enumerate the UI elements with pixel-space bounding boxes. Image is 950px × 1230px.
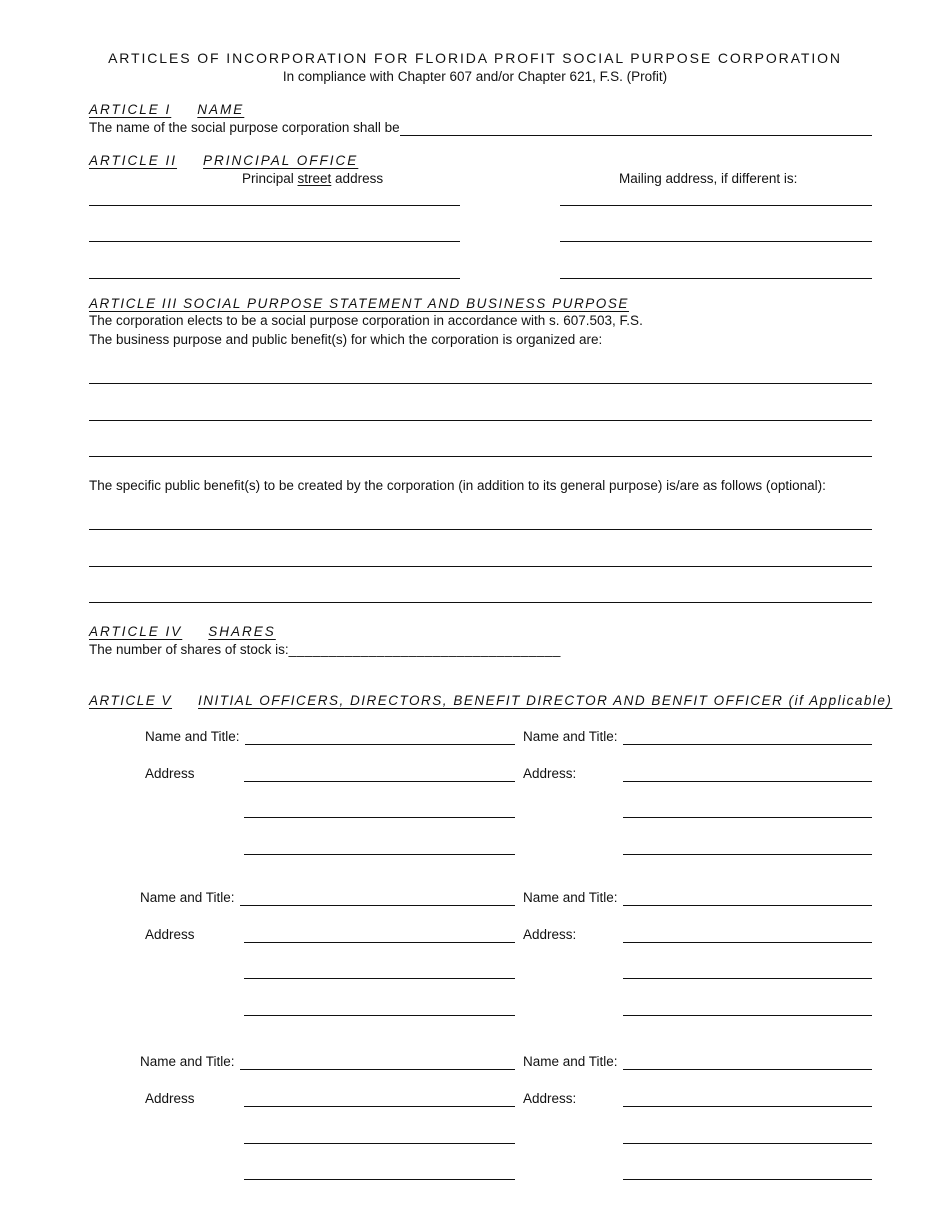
article-2-number: ARTICLE II [89, 153, 178, 168]
document-subtitle: In compliance with Chapter 607 and/or Chapter 621, F.S. (Profit) [282, 69, 668, 84]
article-4-title: SHARES [208, 624, 276, 639]
officer-1-address-line-3[interactable] [244, 854, 515, 855]
officer-3-address-line-2[interactable] [244, 978, 515, 979]
shares-label: The number of shares of stock is:__________________________________ [89, 642, 561, 657]
officer-5-address-label: Address [145, 1091, 195, 1106]
business-purpose-line-3[interactable] [89, 456, 872, 457]
corporation-name-field[interactable] [400, 135, 872, 136]
specific-benefit-line-1[interactable] [89, 529, 872, 530]
officer-5-address-line-2[interactable] [244, 1143, 515, 1144]
officer-6-name-field[interactable] [623, 1069, 872, 1070]
officer-3-name-field[interactable] [240, 905, 515, 906]
article-3-heading: ARTICLE III SOCIAL PURPOSE STATEMENT AND BUSINESS PURPOSE [89, 296, 629, 311]
shares-field[interactable]: __________________________________ [288, 642, 561, 657]
officer-5-address-line-1[interactable] [244, 1106, 515, 1107]
officer-3-address-label: Address [145, 927, 195, 942]
business-purpose-line-2[interactable] [89, 420, 872, 421]
mailing-address-line-2[interactable] [560, 241, 872, 242]
officer-1-name-label: Name and Title: [145, 729, 240, 744]
officer-6-address-label: Address: [523, 1091, 577, 1106]
principal-address-line-1[interactable] [89, 205, 460, 206]
mailing-address-line-1[interactable] [560, 205, 872, 206]
officer-2-name-field[interactable] [623, 744, 872, 745]
principal-address-line-3[interactable] [89, 278, 460, 279]
officer-2-name-label: Name and Title: [523, 729, 618, 744]
officer-4-address-label: Address: [523, 927, 577, 942]
officer-4-name-label: Name and Title: [523, 890, 618, 905]
officer-4-address-line-1[interactable] [623, 942, 872, 943]
article-1-title: NAME [197, 102, 245, 117]
specific-benefit-line-2[interactable] [89, 566, 872, 567]
article-1-number: ARTICLE I [89, 102, 172, 117]
officer-3-name-label: Name and Title: [140, 890, 235, 905]
officer-6-name-label: Name and Title: [523, 1054, 618, 1069]
officer-1-address-line-2[interactable] [244, 817, 515, 818]
officer-2-address-line-3[interactable] [623, 854, 872, 855]
article-3-election-text: The corporation elects to be a social purpose corporation in accordance with s. 607.503, F.S. [89, 313, 643, 328]
officer-2-address-label: Address: [523, 766, 577, 781]
document-title: ARTICLES OF INCORPORATION FOR FLORIDA PROFIT SOCIAL PURPOSE CORPORATION [108, 50, 842, 66]
article-4-heading [89, 624, 276, 639]
article-5-title: INITIAL OFFICERS, DIRECTORS, BENEFIT DIRECTOR AND BENFIT OFFICER (if Applicable) [198, 693, 893, 708]
specific-benefit-line-3[interactable] [89, 602, 872, 603]
officer-2-address-line-2[interactable] [623, 817, 872, 818]
article-3-purpose-text: The business purpose and public benefit(s) for which the corporation is organized are: [89, 332, 603, 347]
officer-4-address-line-2[interactable] [623, 978, 872, 979]
article-1-heading [89, 102, 244, 117]
article-2-heading [89, 153, 358, 168]
officer-5-name-label: Name and Title: [140, 1054, 235, 1069]
article-2-title: PRINCIPAL OFFICE [203, 153, 359, 168]
article-1-text: The name of the social purpose corporation shall be [89, 120, 400, 135]
officer-1-name-field[interactable] [245, 744, 515, 745]
officer-5-name-field[interactable] [240, 1069, 515, 1070]
mailing-address-label: Mailing address, if different is: [619, 171, 798, 186]
officer-4-address-line-3[interactable] [623, 1015, 872, 1016]
officer-3-address-line-3[interactable] [244, 1015, 515, 1016]
officer-6-address-line-2[interactable] [623, 1143, 872, 1144]
mailing-address-line-3[interactable] [560, 278, 872, 279]
officer-6-address-line-3[interactable] [623, 1179, 872, 1180]
specific-benefit-text: The specific public benefit(s) to be created by the corporation (in addition to its general purpose) is/are as follows (optional): [89, 478, 826, 493]
principal-address-label: Principal street address [242, 171, 384, 186]
business-purpose-line-1[interactable] [89, 383, 872, 384]
officer-3-address-line-1[interactable] [244, 942, 515, 943]
officer-5-address-line-3[interactable] [244, 1179, 515, 1180]
officer-2-address-line-1[interactable] [623, 781, 872, 782]
officer-4-name-field[interactable] [623, 905, 872, 906]
officer-6-address-line-1[interactable] [623, 1106, 872, 1107]
principal-address-line-2[interactable] [89, 241, 460, 242]
article-5-number: ARTICLE V [89, 693, 173, 708]
officer-1-address-label: Address [145, 766, 195, 781]
officer-1-address-line-1[interactable] [244, 781, 515, 782]
article-4-number: ARTICLE IV [89, 624, 183, 639]
article-5-heading [89, 693, 892, 708]
